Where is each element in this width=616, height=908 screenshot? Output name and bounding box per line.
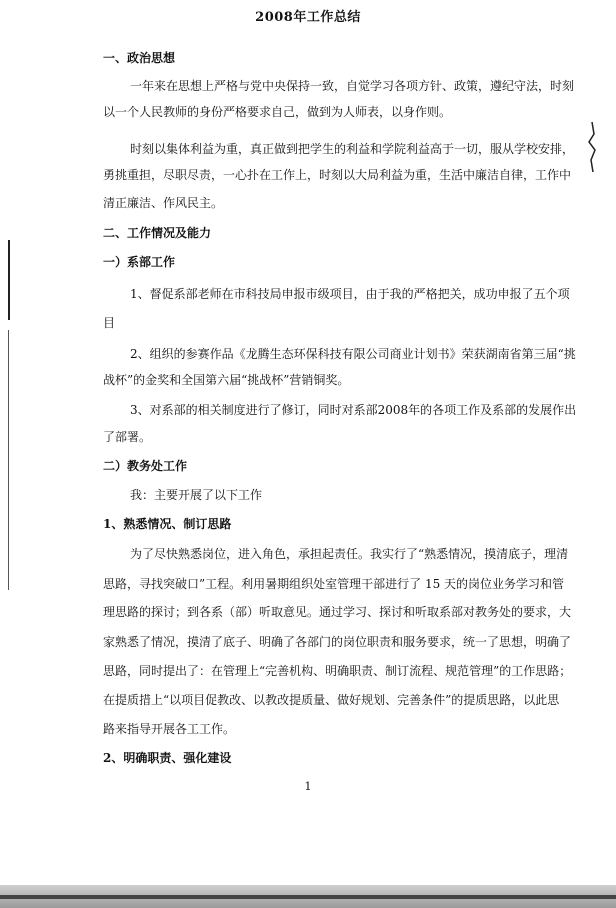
paragraph-line: 时刻以集体利益为重，真正做到把学生的利益和学院利益高于一切，服从学校安排， <box>130 142 575 156</box>
list-item-line: 1、督促系部老师在市科技局申报市级项目，由于我的严格把关，成功申报了五个项 <box>130 287 570 301</box>
document-title: 2008年工作总结 <box>255 10 361 25</box>
paragraph-line: 家熟悉了情况，摸清了底子、明确了各部门的岗位职责和服务要求，统一了思想，明确了 <box>103 635 572 649</box>
list-item-line: 目 <box>103 316 116 330</box>
item-heading: 1、熟悉情况、制订思路 <box>103 517 232 531</box>
paragraph-line: 在提质措上“以项目促教改、以教改提质量、做好规划、完善条件”的提质思路，以此思 <box>103 693 560 707</box>
section-heading-politics: 一、政治思想 <box>103 51 176 65</box>
paragraph-line: 我：主要开展了以下工作 <box>130 488 263 502</box>
list-item-line: 3、对系部的相关制度进行了修订，同时对系部2008年的各项工作及系部的发展作出 <box>130 403 577 417</box>
paragraph-line: 清正廉洁、作风民主。 <box>103 196 224 210</box>
scan-edge <box>0 895 616 899</box>
paragraph-line: 思路，同时提出了：在管理上“完善机构、明确职责、制订流程、规范管理”的工作思路； <box>103 664 572 678</box>
paragraph-line: 以一个人民教师的身份严格要求自己，做到为人师表，以身作则。 <box>103 105 452 119</box>
subsection-heading-department: 一）系部工作 <box>103 255 176 269</box>
list-item-line: 战杯”的金奖和全国第六届“挑战杯”营销铜奖。 <box>103 373 350 387</box>
list-item-line: 2、组织的参赛作品《龙腾生态环保科技有限公司商业计划书》荣获湖南省第三届“挑 <box>130 347 576 361</box>
handwritten-mark-icon <box>585 120 599 180</box>
list-item-line: 了部署。 <box>103 430 152 444</box>
paragraph-line: 理思路的探讨；到各系（部）听取意见。通过学习、探讨和听取系部对教务处的要求，大 <box>103 605 572 619</box>
page-number: 1 <box>304 780 312 793</box>
item-heading: 2、明确职责、强化建设 <box>103 751 232 765</box>
scan-artifact-line <box>8 240 10 320</box>
paragraph-line: 勇挑重担，尽职尽责，一心扑在工作上，时刻以大局利益为重，生活中廉洁自律，工作中 <box>103 168 572 182</box>
paragraph-line: 思路，寻找突破口”工程。利用暑期组织处室管理干部进行了 15 天的岗位业务学习和管 <box>103 577 565 591</box>
scan-artifact-line <box>8 330 9 590</box>
paragraph-line: 一年来在思想上严格与党中央保持一致，自觉学习各项方针、政策，遵纪守法，时刻 <box>130 79 575 93</box>
paragraph-line: 路来指导开展各工工作。 <box>103 722 236 736</box>
paragraph-line: 为了尽快熟悉岗位，进入角色，承担起责任。我实行了“熟悉情况，摸清底子，理清 <box>130 547 569 561</box>
section-heading-work: 二、工作情况及能力 <box>103 226 212 240</box>
subsection-heading-academic-affairs: 二）教务处工作 <box>103 459 188 473</box>
